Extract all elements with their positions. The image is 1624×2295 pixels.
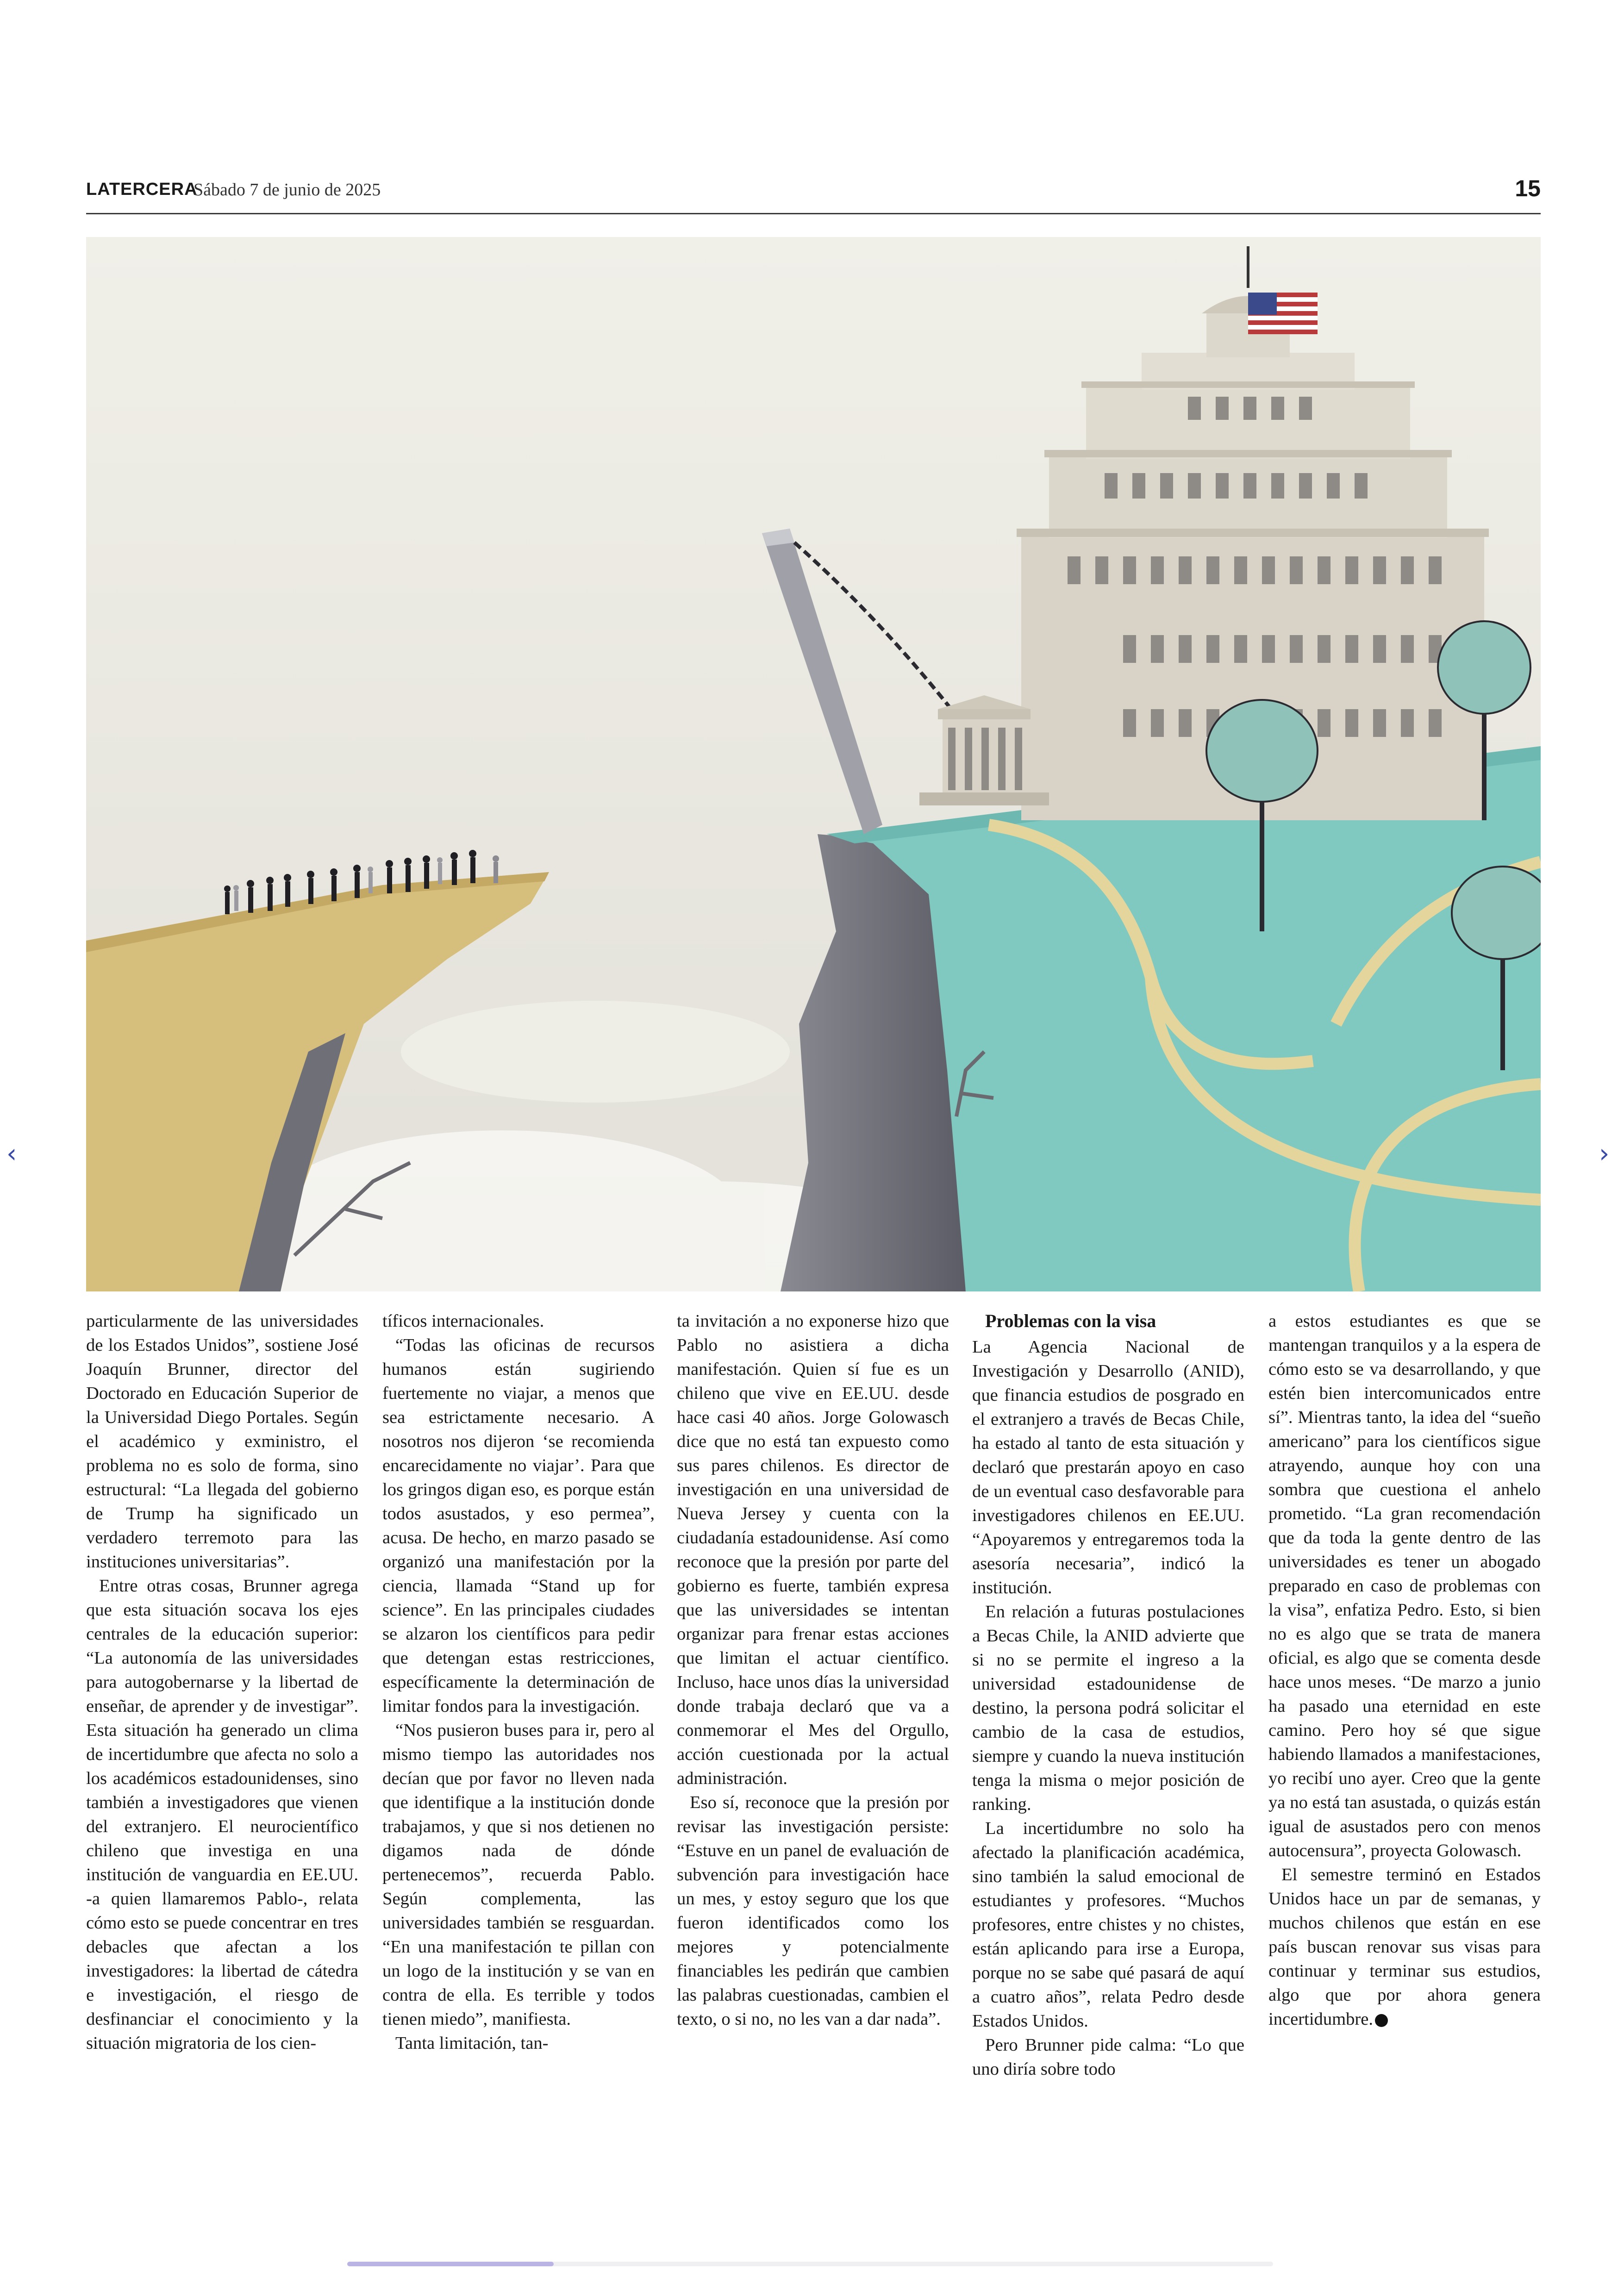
paragraph: La incertidumbre no solo ha afectado la planificación académica, sino también la salud emocional de estudiantes y profesores. “Muchos profesores, entre chistes y no chistes, están aplicando para irse a Europa, porque no se sabe qué pasará de aquí a cuatro años”, relata Pedro desde Estados Unidos.: [972, 1819, 1244, 2031]
prev-page-button[interactable]: [6, 1139, 17, 1169]
chevron-right-icon: ›: [1599, 1139, 1610, 1169]
flag-icon: [1248, 293, 1318, 334]
section-heading: Problemas con la visa: [985, 1310, 1156, 1331]
paragraph: En relación a futuras postulaciones a Becas Chile, la ANID advierte que si no se permite el ingreso a la universidad estadounidense de destino, la persona podrá solicitar el cambio de la casa de estudios, siempre y cuando la nueva institución tenga la misma o mejor posición de ranking.: [972, 1602, 1244, 1814]
article-column-1: [86, 1309, 358, 2055]
paragraph: “Todas las oficinas de recursos humanos están sugiriendo fuertemente no viajar, a menos que sea estrictamente necesario. A nosotros nos dijeron ‘se recomienda encarecidamente no viajar’. Para que los gringos digan eso, es porque están todos asustados, y eso permea”, acusa. De hecho, en marzo pasado se organizó una manifestación por la ciencia, llamada “Stand up for science”. En las principales ciudades se alzaron los científicos para pedir que detengan estas restricciones, específicamente la determinación de limitar fondos para la investigación.: [382, 1335, 655, 1716]
paragraph: “Nos pusieron buses para ir, pero al mismo tiempo las autoridades nos decían que por favor no lleven nada que identifique a la institución donde trabajamos, y que si nos detienen no digamos nada de dónde pertenecemos”, recuerda Pablo. Según complementa, las universidades también se resguardan. “En una manifestación te pillan con un logo de la institución y se van en contra de ella. Es terrible y todos tienen miedo”, manifiesta.: [382, 1721, 655, 2029]
article-column-5: [1268, 1309, 1541, 2031]
article-illustration: [86, 237, 1541, 1291]
page-number: 15: [1515, 175, 1541, 201]
article-column-4: [972, 1309, 1244, 2081]
paragraph: particularmente de las universidades de los Estados Unidos”, sostiene José Joaquín Brunner, director del Doctorado en Educación Superior de la Universidad Diego Portales. Según el académico y exministro, el problema no es solo de forma, sino estructural: “La llegada del gobierno de Trump ha significado un verdadero terremoto para las instituciones universitarias”.: [86, 1311, 358, 1572]
illustration-svg: [86, 237, 1541, 1291]
paragraph: Tanta limitación, tan-: [395, 2033, 549, 2053]
paragraph: tíficos internacionales.: [382, 1311, 544, 1331]
issue-date: Sábado 7 de junio de 2025: [194, 180, 381, 200]
newspaper-brand: LATERCERA: [86, 180, 198, 199]
page-header: [86, 175, 1541, 214]
paragraph: ta invitación a no exponerse hizo que Pablo no asistiera a dicha manifestación. Quien sí fue es un chileno que vive en EE.UU. desde hace casi 40 años. Jorge Golowasch dice que no está tan expuesto como sus pares chilenos. Es director de investigación en una universidad de Nueva Jersey y cuenta con la ciudadanía estadounidense. Así como reconoce que la presión por parte del gobierno es fuerte, también expresa que las universidades se intentan organizar para frenar estas acciones que limitan el actuar científico. Incluso, hace unos días la universidad donde trabaja declaró que va a conmemorar el Mes del Orgullo, acción cuestionada por la actual administración.: [677, 1311, 949, 1788]
final-paragraph-text: El semestre terminó en Estados Unidos hace un par de semanas, y muchos chilenos que están en ese país buscan renovar sus visas para continuar y terminar sus estudios, algo que por ahora genera incertidumbre.: [1268, 1865, 1541, 2029]
article-column-2: [382, 1309, 655, 2055]
end-of-article-icon: [1375, 2014, 1388, 2027]
chevron-left-icon: ‹: [6, 1139, 17, 1169]
paragraph: Eso sí, reconoce que la presión por revisar las investigación persiste: “Estuve en un panel de evaluación de subvención para investigación hace un mes, y estoy seguro que los que fueron identificados como los mejores y potencialmente financiables les pedirán que cambien las palabras cuestionadas, cambien el texto, o si no, no les van a dar nada”.: [677, 1793, 949, 2029]
right-cliff: [781, 746, 1541, 1291]
article-column-3: [677, 1309, 949, 2031]
paragraph: Entre otras cosas, Brunner agrega que esta situación socava los ejes centrales de la educación superior: “La autonomía de las universidades para autogobernarse y la libertad de enseñar, de aprender y de investigar”. Esta situación ha generado un clima de incertidumbre que afecta no solo a los académicos estadounidenses, sino también a investigadores que vienen del extranjero. El neurocientífico chileno que investiga en una institución de vanguardia en EE.UU. -a quien llamaremos Pablo-, relata cómo esto se puede concentrar en tres debacles que afectan a los investigadores: la libertad de cátedra e investigación, el riesgo de desfinanciar el conocimiento y la situación migratoria de los cien-: [86, 1576, 358, 2053]
paragraph: a estos estudiantes es que se mantengan tranquilos y a la espera de cómo esto se va desarrollando, y que estén bien intercomunicados entre sí”. Mientras tanto, la idea del “sueño americano” para los científicos sigue atrayendo, aunque hoy con una sombra que cuestiona el anhelo prometido. “La gran recomendación que da toda la gente dentro de las universidades es tener un abogado preparado en caso de problemas con la visa”, enfatiza Pedro. Esto, si bien no es algo que se trata de manera oficial, es algo que se comenta desde hace unos meses. “De marzo a junio ha pasado una eternidad en este camino. Pero hoy sé que sigue habiendo llamados a manifestaciones, yo recibí uno ayer. Creo que la gente ya no está tan asustada, o quizás están igual de asustados pero con menos autocensura”, proyecta Golowasch.: [1268, 1311, 1541, 1860]
page-scrollbar-thumb[interactable]: [347, 2262, 554, 2266]
paragraph: [1268, 1863, 1541, 2031]
paragraph: La Agencia Nacional de Investigación y Desarrollo (ANID), que financia estudios de posgrado en el extranjero a través de Becas Chile, ha estado al tanto de esta situación y declaró que prestarán apoyo en caso de un eventual caso desfavorable para investigadores chilenos en EE.UU. “Apoyaremos y entregaremos toda la asesoría necesaria”, indicó la institución.: [972, 1337, 1244, 1597]
paragraph: Pero Brunner pide calma: “Lo que uno diría sobre todo: [972, 2035, 1244, 2079]
next-page-button[interactable]: [1599, 1139, 1609, 1169]
